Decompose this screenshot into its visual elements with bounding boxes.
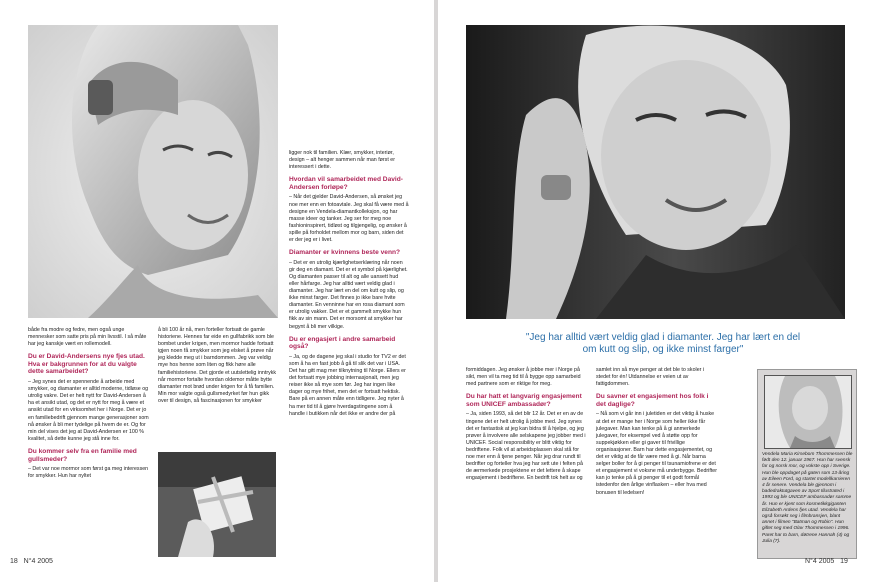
col5-question-1: Du savner et engasjement hos folk i det daglige? (596, 393, 709, 408)
portrait-photo-right (466, 25, 845, 319)
folio-left-page-number: 18 (10, 558, 18, 565)
col1-paragraph-1: både fra modre og fedre, men også unge mennesker som satte pris på min livsstil. I så måte har jeg kanskje vært en rollemodell. (28, 327, 147, 348)
text-column-2 (158, 327, 278, 408)
col3-paragraph-4: – Ja, og de dagene jeg skal i studio for TV2 er det som å ha en fast jobb å gå til slik det var i USA. Det har gitt mag mer tilknytning til Norge. Ellers er det fortsatt mye jobbing internasjonalt, men jeg reiser ikke så mye som før. Jeg har ingen like dager og mye frihet, men det er fortsatt hektisk. Bare på en annen måte enn tidligere. Jeg nyter å ha mer tid til å gjøre hverdagstingene som å handle i butikken når det ikke er andre der på (289, 353, 406, 417)
col1-paragraph-3: – Det var noe mormor som først ga meg interessen for smykker. Hun har nyltet (28, 466, 149, 480)
col2-paragraph-1: å bli 100 år nå, men forteller fortsatt de gamle historiene. Hennes far eide en gullfabrikk som ble bombet under krigen, men mormor hadde fortsatt igjen noen få smykker som jeg elsket å prøve når jeg kledde meg ut i barndommen. Jeg var veldig mye hos henne som liten og fikk høre alle familiehistoriene. Det gjorde et uutslettelig inntrykk når mormor fortalte hvordan oldemor måtte bytte diamanter mot brød under krigen for å få familien. Min mor valgte også gullsmedyrket før hun gikk over til design, så fascinasjonen for smykker (158, 327, 277, 404)
text-column-4 (466, 367, 586, 485)
col3-paragraph-3: – Det er en utrolig kjærlighetserklæring når noen gir deg en diamant. Det er et symbol på kjærlighet. Og diamanten passer til alt og alle uansett hud eller hårfarge. Jeg har alltid vært veldig glad i diamanter. Jeg har lært en del om kutt og slip, og ikke minst farger. Det finnes jo ikke bare hvite diamanter. En venninne har en rosa diamant som er utrolig vakker. Det er et gammelt smykke hun fikk av sin mann. Det er morsomt at smykker har begynt å bli mer vilkige. (289, 259, 408, 330)
bio-text: Vendela Maria Kirsebom Thommessen ble født den 12. januar 1967. Hun har svensk far og norsk mor, og vokste opp i Sverige. Hun ble oppdaget på gaten som 13-åring av Eileen Ford, og startet modellkarrieren 4 år senere. Vendela ble gjennom i badedraktutgaven av Sport Illustrated i 1993 og ble UNICEF ambassadør samme år. Hun er kjent som kosmetikkgiganten Elizabeth Ardens fjes utad. Vendela har også forsøkt seg i filmbransjen, blant annet i filmen "Batman og Robin". Hun giftet seg med Olav Thommessen i 1996. Paret har to barn, døtrene Hannah (4) og Julia (7). (762, 452, 853, 544)
folio-right-page-number: 19 (840, 558, 848, 565)
folio-right-issue: N°4 2005 (805, 558, 835, 565)
col5-paragraph-2: – Nå som vi går inn i juletiden er det viktig å huske at det er mange her i Norge som heller ikke får julegaver. Man kan tenke på å gi anmerkede julegaver, for eksempel ved å støtte opp for suppekjøkken eller gi gaver til frivillige organisasjoner. Barn har dette engasjementet, og det er viktig at de får være med å gi. Når barna selger boller for å gi penger til tsunamiofrene er det et engasjement vi voksne må underbygge. Bedrifter kan jo tenke på å gi penger til et godt formål istedenfor den årlige vinflasken – eller hva med bonusen til ledelsen! (596, 411, 718, 496)
text-column-3 (289, 150, 409, 421)
col4-question-1: Du har hatt et langvarig engasjement som UNICEF ambassadør? (466, 393, 582, 408)
col3-question-3: Du er engasjert i andre samarbeid også? (289, 335, 396, 351)
col3-paragraph-1: ligger nok til familien. Klær, smykker, interiør, design – alt henger sammen når man først er interessert i dette. (289, 150, 395, 171)
gift-photo (158, 452, 276, 557)
col4-paragraph-2: – Ja, siden 1993, så det blir 12 år. Det er en av de tingene det er helt utrolig å jobbe med. Jeg synes det er fantastisk at jeg kan bidra til å hjelpe, og jeg prøver å involvere alle selskapene jeg jobber med i UNICEF. Social responsibility er blitt viktig for bedriftene. Folk vil at arbeidsplassen skal stå for noe mer enn å tjene penger. Når jeg drar rundt til bedrifter og forteller hva jeg har sett ute i felten på de ærmerkede prosjektene er det lettere å skape engasjement i bedriftene. En bedrift tok helt av og (466, 411, 586, 482)
col4-paragraph-1: formiddagen. Jeg ønsker å jobbe mer i Norge på sikt, men vil ta meg tid til å bygge opp samarbeid med partnere som er riktige for meg. (466, 367, 581, 388)
bio-photo (764, 375, 852, 449)
col3-paragraph-2: – Når det gjelder David-Andersen, så ønsket jeg noe mer enn en fotoavtale. Jeg skal få være med å designe en Vendela-diamantkolleksjon, og har masse ideer og tanker. Jeg ser for meg noe fashioninspirert, tidløst og tilgjengelig, og ønsker å spille på forholdet mellom mor og barn, siden det er der jeg er i livet. (289, 194, 409, 244)
folio-right (805, 558, 848, 565)
text-column-1 (28, 327, 150, 483)
col1-question-1: Du er David-Andersens nye fjes utad. Hva er bakgrunnen for at du valgte dette samarbeidet? (28, 353, 145, 376)
col1-paragraph-2: – Jeg synes det er spennende å arbeide med smykker, og diamanter er alltid moderne, tidløse og utrolig vakre. Det er helt nytt for David-Andersen å ha et ansikt utad, og det er nytt for meg å være et ansikt utad for en virksomhet her i Norge. Det er jo en familiebedrift gjennom mange generasjoner som nå ønsker å bli mer tydelige på hvem de er. Og for min del vises det jeg at David-Andersen er 100 % kvalitet, så dette kunne jeg stå inne for. (28, 379, 149, 442)
bio-box (757, 369, 857, 559)
portrait-photo-left (28, 25, 278, 318)
col5-paragraph-1: samlet inn så mye penger at det ble to skoler i stedet for én! Utdannelse er veien ut av fattigdommen. (596, 367, 705, 388)
folio-left (10, 558, 53, 565)
pull-quote: "Jeg har alltid vært veldig glad i diamanter. Jeg har lært en del om kutt og slip, og ikke minst farger" (525, 332, 801, 355)
text-column-5 (596, 367, 718, 500)
col3-question-2: Diamanter er kvinnens beste venn? (289, 249, 401, 257)
col1-question-2: Du kommer selv fra en familie med gullsmeder? (28, 447, 137, 463)
folio-left-issue: N°4 2005 (23, 558, 53, 565)
col3-question-1: Hvordan vil samarbeidet med David-Andersen forløpe? (289, 176, 403, 191)
